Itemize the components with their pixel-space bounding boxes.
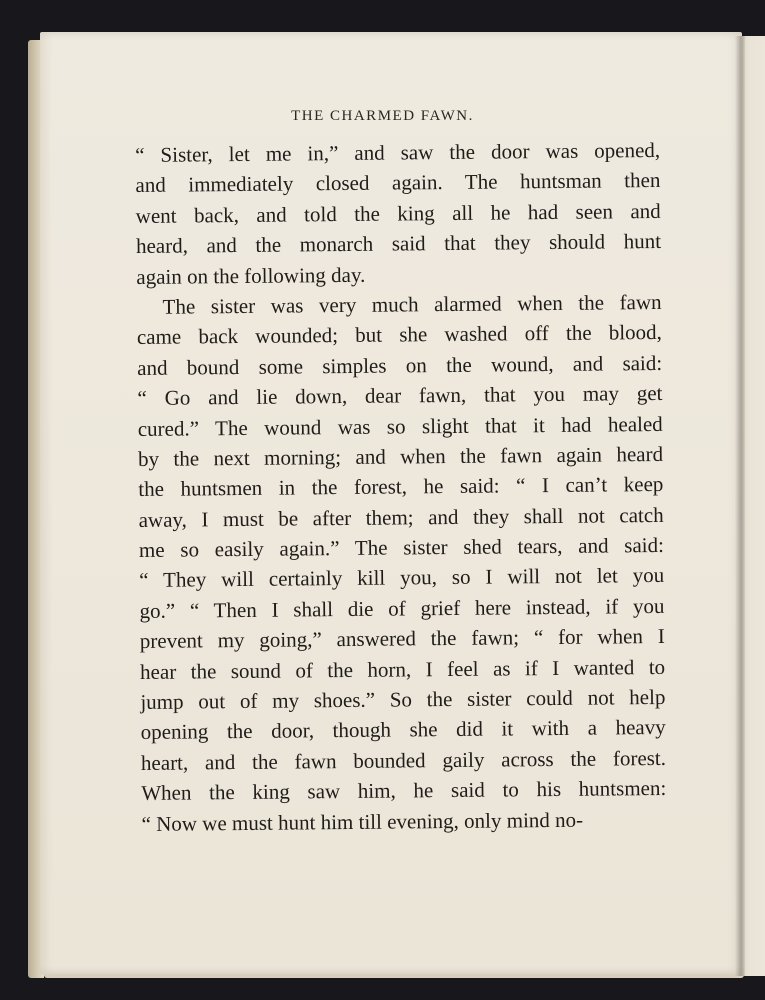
gutter-shadow: [735, 36, 745, 976]
text-line: “ Sister, let me in,” and saw the door was opened,: [135, 137, 661, 167]
text-line: “ Now we must hunt him till evening, only mind no-: [141, 807, 584, 836]
text-line: by the next morning; and when the fawn again heard: [137, 441, 664, 471]
text-line: went back, and told the king all he had seen and: [135, 198, 661, 228]
running-head: THE CHARMED FAWN.: [291, 108, 474, 124]
body-text: [135, 135, 667, 839]
text-line: heart, and the fawn bounded gaily across the forest.: [140, 745, 667, 775]
text-line: and bound some simples on the wound, and said:: [137, 350, 663, 380]
text-line: me so easily again.” The sister shed tears, and said:: [138, 533, 665, 563]
text-line: hear the sound of the horn, I feel as if I wanted to: [139, 654, 666, 684]
text-line: “ Go and lie down, dear fawn, that you may get: [137, 381, 663, 411]
text-line: came back wounded; but she washed off the blood,: [136, 320, 662, 350]
text-line: prevent my going,” answered the fawn; “ for when I: [139, 624, 665, 654]
text-line: The sister was very much alarmed when the fawn: [162, 289, 662, 319]
text-line: again on the following day.: [136, 262, 366, 289]
text-line: go.” “ Then I shall die of grief here instead, if you: [139, 593, 665, 623]
text-line: cured.” The wound was so slight that it had healed: [137, 411, 663, 441]
text-line: the huntsmen in the forest, he said: “ I can’t keep: [138, 472, 664, 502]
text-line: When the king saw him, he said to his huntsmen:: [141, 776, 667, 806]
text-line: jump out of my shoes.” So the sister could not help: [140, 684, 666, 715]
text-line: and immediately closed again. The huntsman then: [135, 168, 661, 198]
text-line: opening the door, though she did it with a heavy: [140, 715, 666, 745]
text-line: heard, and the monarch said that they should hunt: [135, 229, 662, 259]
text-line: away, I must be after them; and they shall not catch: [138, 502, 664, 532]
text-line: “ They will certainly kill you, so I will not let you: [139, 563, 665, 593]
